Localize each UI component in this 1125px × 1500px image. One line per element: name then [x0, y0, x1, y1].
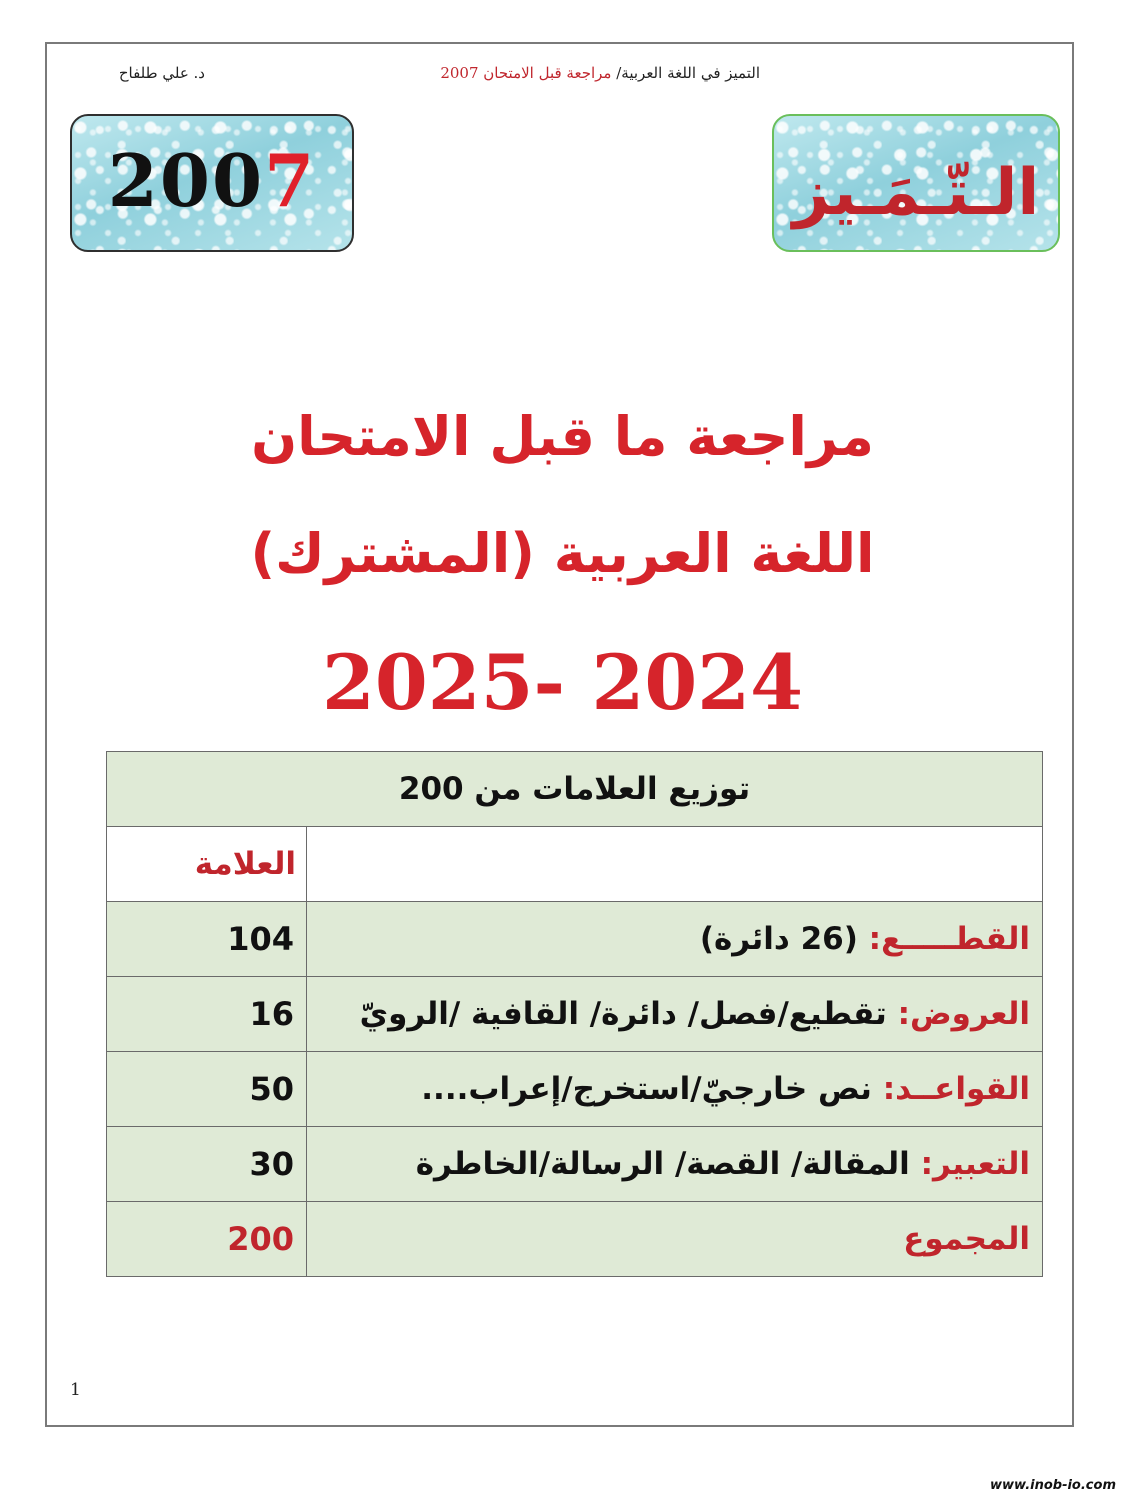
table-total-row [107, 1202, 1043, 1277]
row-item [307, 902, 1043, 977]
row-score: 104 [107, 902, 307, 977]
academic-year: 2025- 2024 [321, 638, 804, 727]
row-item [307, 977, 1043, 1052]
row-label: العروض: [897, 996, 1030, 1032]
total-label: المجموع [903, 1221, 1030, 1257]
year-digit-red: 7 [264, 138, 317, 223]
item-column-header [307, 827, 1043, 902]
table-row [107, 977, 1043, 1052]
row-text: (26 دائرة) [699, 921, 858, 957]
header-title-accent: مراجعة قبل الامتحان 2007 [440, 64, 612, 82]
table-heading-row [107, 752, 1043, 827]
brand-badge-text: الـتّـمَـيز [792, 156, 1040, 230]
table-row [107, 1127, 1043, 1202]
subject-title: اللغة العربية (المشترك) [250, 522, 875, 585]
main-title: مراجعة ما قبل الامتحان [251, 405, 874, 468]
running-header-title [300, 64, 760, 82]
table-column-header-row [107, 827, 1043, 902]
row-label: القطـــــع: [868, 921, 1030, 957]
header-author: د. علي طلفاح [118, 64, 205, 82]
row-item [307, 1127, 1043, 1202]
row-text: نص خارجيّ/استخرج/إعراب.... [421, 1071, 872, 1107]
site-watermark: www.inob-io.com [990, 1478, 1116, 1493]
total-score: 200 [107, 1202, 307, 1277]
table-row [107, 902, 1043, 977]
row-score: 30 [107, 1127, 307, 1202]
row-text: المقالة/ القصة/ الرسالة/الخاطرة [415, 1146, 910, 1182]
table-heading: توزيع العلامات من 200 [107, 752, 1043, 827]
row-label: التعبير: [920, 1146, 1030, 1182]
year-badge-text [72, 138, 352, 223]
year-badge [70, 114, 354, 252]
marks-distribution-table [106, 751, 1043, 1277]
brand-badge [772, 114, 1060, 252]
page-number: 1 [70, 1380, 81, 1400]
total-label-cell [307, 1202, 1043, 1277]
row-score: 16 [107, 977, 307, 1052]
table-row [107, 1052, 1043, 1127]
year-digits-black: 200 [107, 138, 265, 223]
row-label: القواعــد: [882, 1071, 1030, 1107]
header-title-main: التميز في اللغة العربية/ [616, 64, 760, 82]
score-column-header: العلامة [107, 827, 307, 902]
row-score: 50 [107, 1052, 307, 1127]
row-item [307, 1052, 1043, 1127]
row-text: تقطيع/فصل/ دائرة/ القافية /الرويّ [359, 996, 887, 1032]
